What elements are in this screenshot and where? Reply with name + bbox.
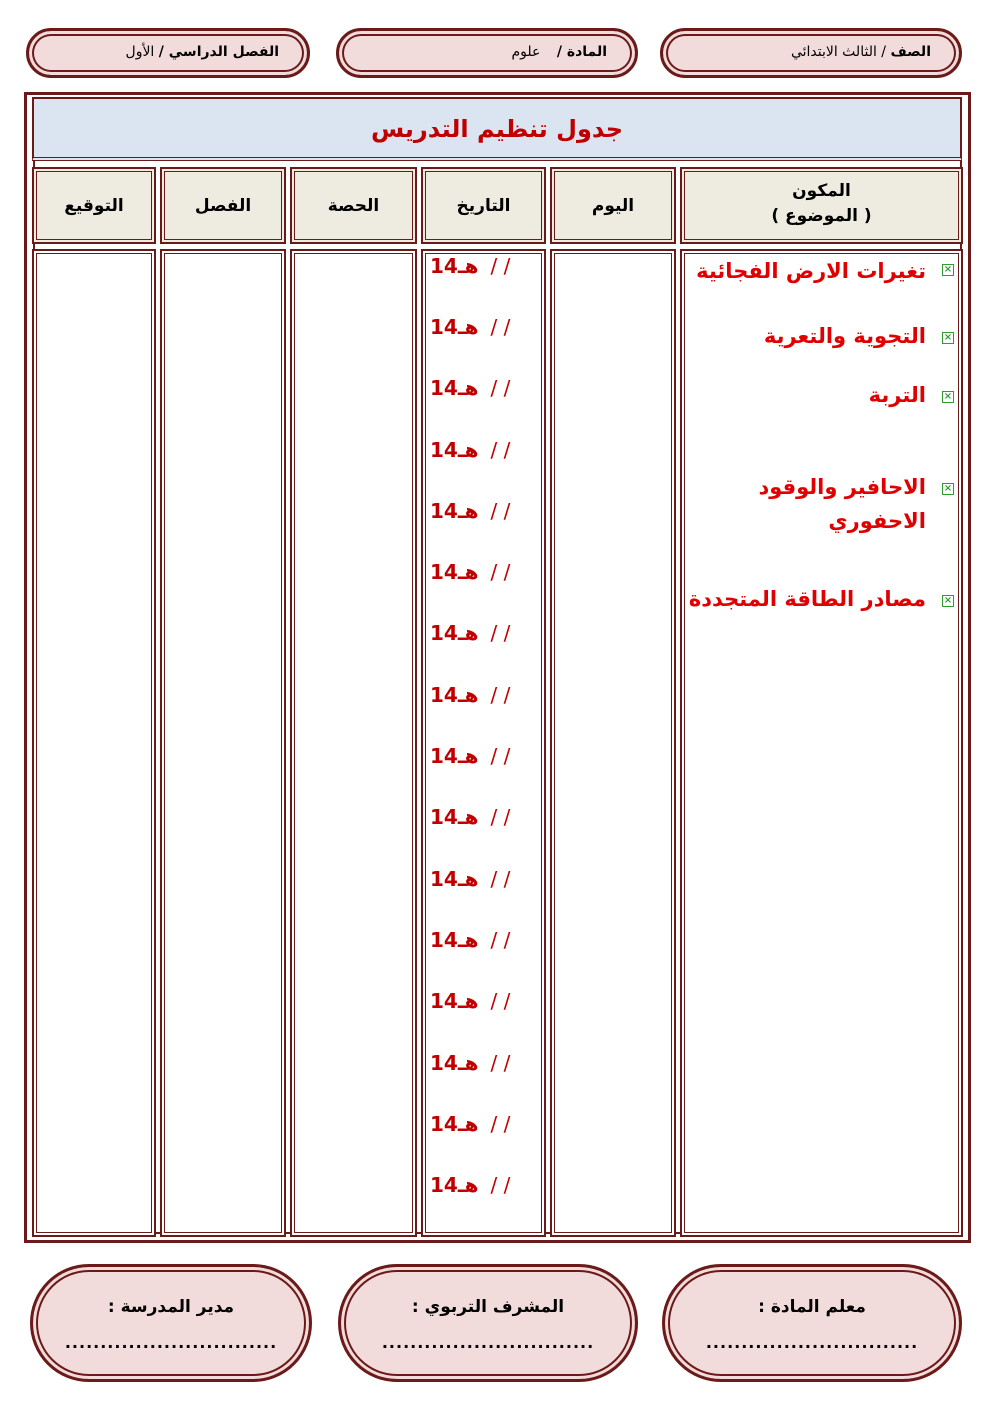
supervisor-signature-line: .............................. [381,1333,595,1352]
teacher-signature-line: .............................. [705,1333,919,1352]
grade-label: الصف [890,44,931,60]
date-entry: 14هـ / / [430,499,511,523]
date-entry: 14هـ / / [430,805,511,829]
date-entry: 14هـ / / [430,683,511,707]
principal-signature-line: .............................. [64,1333,278,1352]
topic-item: × الاحافير والوقود الاحفوري [758,475,953,533]
table-title-bar [32,97,962,161]
checkbox-icon: × [943,391,953,402]
teacher-label: معلم المادة : [758,1297,866,1317]
principal-label: مدير المدرسة : [107,1297,235,1317]
subject-value: علوم [511,44,541,60]
header-period: الحصة [290,167,417,244]
header-component-line2: ( الموضوع ) [771,206,872,226]
column-day [550,249,676,1237]
header-day: اليوم [550,167,676,244]
date-entry: 14هـ / / [430,989,511,1013]
date-entry: 14هـ / / [430,867,511,891]
teacher-signature-pill [662,1264,962,1382]
column-signature [32,249,156,1237]
table-title: جدول تنظيم التدريس [370,115,624,143]
date-entry: 14هـ / / [430,254,511,278]
header-component-line1: المكون [792,181,851,201]
supervisor-signature-pill [338,1264,638,1382]
subject-label: المادة / [556,44,607,60]
header-date: التاريخ [421,167,546,244]
date-entry: 14هـ / / [430,1173,511,1197]
column-period [290,249,417,1237]
grade-value: / الثالث الابتدائي [790,44,887,60]
checkbox-icon: × [943,483,953,494]
principal-signature-pill [30,1264,312,1382]
date-entry: 14هـ / / [430,315,511,339]
date-entry: 14هـ / / [430,376,511,400]
term-value: الأول [125,44,155,60]
date-entry: 14هـ / / [430,1051,511,1075]
supervisor-label: المشرف التربوي : [411,1297,565,1317]
header-signature: التوقيع [32,167,156,244]
date-entry: 14هـ / / [430,621,511,645]
topic-item: × تغيرات الارض الفجائية [696,259,953,283]
date-entry: 14هـ / / [430,438,511,462]
term-label: الفصل الدراسي / [158,44,279,60]
date-entry: 14هـ / / [430,1112,511,1136]
topic-item: × مصادر الطاقة المتجددة [688,587,953,611]
checkbox-icon: × [943,332,953,343]
date-entry: 14هـ / / [430,744,511,768]
topic-item: × التربة [868,383,953,407]
header-class: الفصل [160,167,286,244]
term-pill [26,28,310,78]
date-entry: 14هـ / / [430,560,511,584]
header-component [680,167,963,244]
date-entry: 14هـ / / [430,928,511,952]
checkbox-icon: × [943,595,953,606]
grade-pill [660,28,962,78]
checkbox-icon: × [943,264,953,275]
topic-item: × التجوية والتعرية [763,324,953,348]
subject-pill [336,28,638,78]
column-class [160,249,286,1237]
